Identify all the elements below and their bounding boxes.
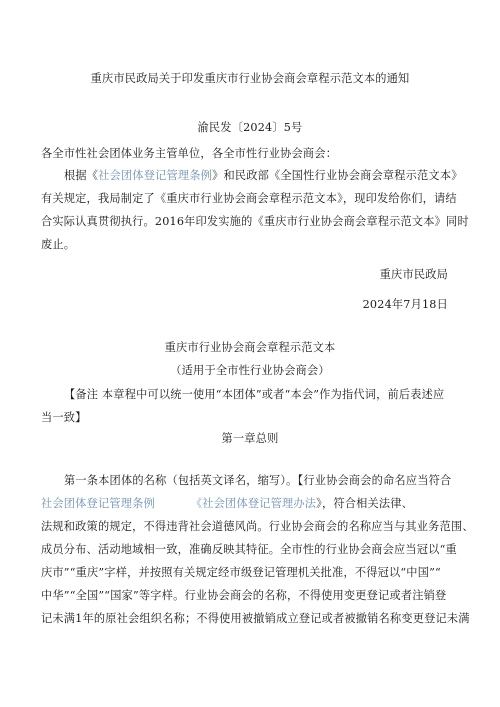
article-1-line-1: 第一条本团体的名称（包括英文译名，缩写）。【行业协会商会的命名应当符合 (64, 474, 452, 487)
body-text: 根据《 (64, 169, 99, 182)
notice-body-line-4: 废止。 (41, 238, 76, 251)
regulation-link[interactable]: 社会团体登记管理条例 (41, 497, 155, 510)
article-1-line-5: 庆市”“重庆”字样，并按照有关规定经市级登记管理机关批准，不得冠以“中国”“ (41, 566, 441, 579)
notice-body-line-1 (64, 169, 463, 183)
registration-measures-link[interactable]: 《社会团体登记管理办法 (190, 497, 317, 510)
article-1-line-4: 成员分布、活动地域相一致，准确反映其特征。全市性的行业协会商会应当冠以“重 (41, 543, 457, 556)
note-line-1: 【备注 本章程中可以统一使用“本团体”或者“本会”作为指代词，前后表述应 (64, 388, 445, 401)
notice-title: 重庆市民政局关于印发重庆市行业协会商会章程示范文本的通知 (90, 72, 410, 85)
template-subtitle: （适用于全市性行业协会商会） (170, 364, 330, 377)
notice-body-line-3: 合实际认真贯彻执行。2016年印发实施的《重庆市行业协会商会章程示范文本》同时 (41, 215, 469, 228)
issuer: 重庆市民政局 (379, 268, 448, 281)
issue-date: 2024年7月18日 (362, 298, 448, 311)
notice-body-line-2: 有关规定，我局制定了《重庆市行业协会商会章程示范文本》，现印发给你们，请结 (41, 192, 457, 205)
article-1-line-3: 法规和政策的规定，不得违背社会道德风尚。行业协会商会的名称应当与其业务范围、 (41, 520, 474, 533)
template-title: 重庆市行业协会商会章程示范文本 (164, 341, 336, 354)
body-text: 》，符合相关法律、 (316, 497, 414, 510)
body-text: 》和民政部《全国性行业协会商会章程示范文本》 (212, 169, 463, 182)
note-line-2: 当一致】 (41, 411, 87, 424)
document-number: 渝民发〔2024〕5号 (197, 121, 303, 134)
article-1-line-7: 记未满1年的原社会组织名称；不得使用被撤销成立登记或者被撤销名称变更登记未满 (41, 612, 470, 625)
addressee: 各全市性社会团体业务主管单位，各全市性行业协会商会： (41, 147, 338, 160)
regulation-link[interactable]: 社会团体登记管理条例 (98, 169, 213, 182)
article-1-line-6: 中华”“全国”“国家”等字样。行业协会商会的名称，不得使用变更登记或者注销登 (41, 589, 447, 602)
chapter-heading: 第一章总则 (221, 432, 279, 445)
article-1-line-2 (41, 497, 413, 511)
